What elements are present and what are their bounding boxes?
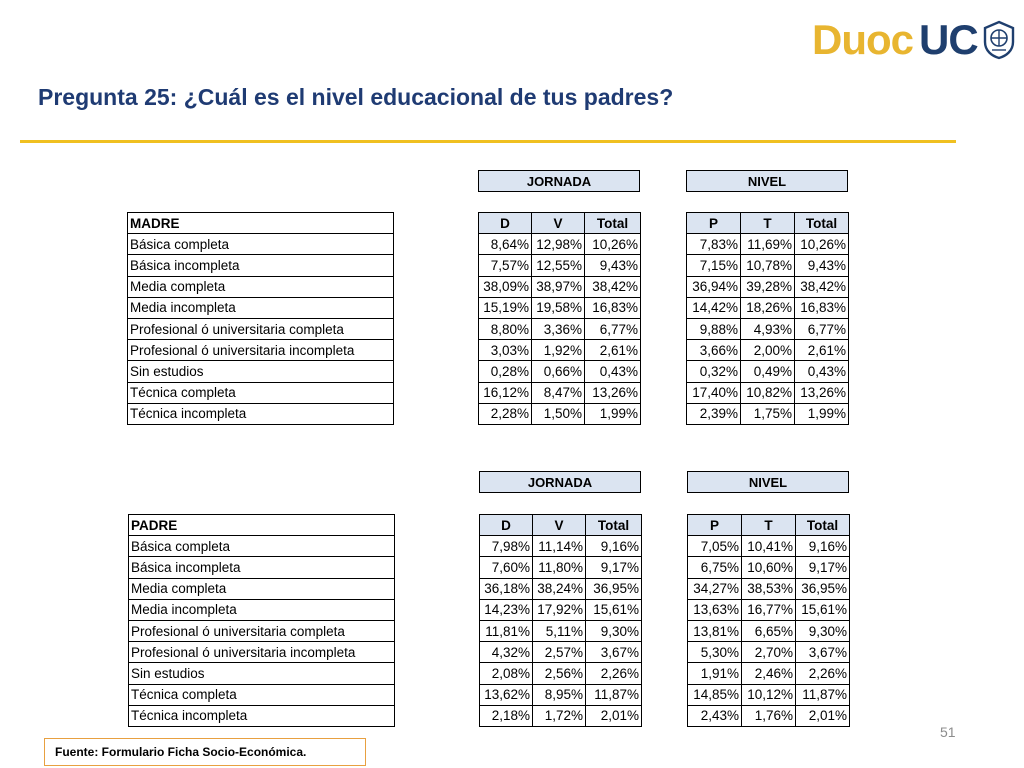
table-row [129,663,395,684]
percent-cell: 2,28% [479,403,532,424]
row-label: Técnica completa [129,684,395,705]
percent-cell: 36,95% [796,578,850,599]
table-row [480,578,642,599]
table-row [128,297,394,318]
table-row [128,340,394,361]
percent-cell: 10,60% [742,557,796,578]
percent-cell: 3,67% [796,642,850,663]
padre-label-table [128,514,395,727]
percent-cell: 12,55% [532,255,585,276]
percent-cell: 10,78% [741,255,795,276]
row-label: Media completa [128,276,394,297]
table-row [129,599,395,620]
table-row [128,255,394,276]
percent-cell: 5,30% [688,642,742,663]
padre-jornada-table [479,514,642,727]
col-header-p: P [688,515,742,536]
percent-cell: 8,47% [532,382,585,403]
percent-cell: 8,95% [533,684,586,705]
percent-cell: 0,43% [795,361,849,382]
table-row [687,234,849,255]
percent-cell: 11,87% [586,684,642,705]
percent-cell: 6,77% [795,318,849,339]
page-number: 51 [940,724,956,740]
title-divider [20,140,956,143]
percent-cell: 2,56% [533,663,586,684]
col-header-total: Total [585,213,641,234]
table-row [479,255,641,276]
table-row [128,276,394,297]
percent-cell: 1,91% [688,663,742,684]
row-label: Media incompleta [129,599,395,620]
madre-jornada-table [478,212,641,425]
table-row [128,318,394,339]
table-row [687,297,849,318]
percent-cell: 38,42% [795,276,849,297]
col-header-total: Total [795,213,849,234]
percent-cell: 7,05% [688,536,742,557]
percent-cell: 15,19% [479,297,532,318]
col-header-t: T [741,213,795,234]
table-row [688,599,850,620]
percent-cell: 38,97% [532,276,585,297]
table-row [688,536,850,557]
percent-cell: 10,26% [585,234,641,255]
page-title: Pregunta 25: ¿Cuál es el nivel educacional de tus padres? [38,84,674,110]
percent-cell: 13,26% [585,382,641,403]
padre-header: PADRE [129,515,395,536]
table-row [688,557,850,578]
percent-cell: 16,77% [742,599,796,620]
percent-cell: 10,12% [742,684,796,705]
percent-cell: 9,88% [687,318,741,339]
row-label: Media completa [129,578,395,599]
table-row [129,620,395,641]
col-header-v: V [533,515,586,536]
row-label: Profesional ó universitaria completa [129,620,395,641]
percent-cell: 7,15% [687,255,741,276]
table-row [687,361,849,382]
percent-cell: 2,01% [586,705,642,726]
percent-cell: 2,46% [742,663,796,684]
percent-cell: 39,28% [741,276,795,297]
percent-cell: 10,82% [741,382,795,403]
source-note: Fuente: Formulario Ficha Socio-Económica. [44,738,366,766]
row-label: Profesional ó universitaria incompleta [128,340,394,361]
percent-cell: 10,41% [742,536,796,557]
percent-cell: 17,40% [687,382,741,403]
percent-cell: 38,53% [742,578,796,599]
row-label: Media incompleta [128,297,394,318]
table-row [479,340,641,361]
percent-cell: 2,08% [480,663,533,684]
table-row [688,578,850,599]
table-row [129,684,395,705]
percent-cell: 36,94% [687,276,741,297]
table-row [479,382,641,403]
padre-jornada-group-header: JORNADA [479,471,641,493]
col-header-v: V [532,213,585,234]
table-row [129,578,395,599]
table-row [479,361,641,382]
percent-cell: 18,26% [741,297,795,318]
percent-cell: 8,80% [479,318,532,339]
col-header-total: Total [796,515,850,536]
percent-cell: 0,49% [741,361,795,382]
percent-cell: 9,16% [586,536,642,557]
percent-cell: 3,03% [479,340,532,361]
percent-cell: 6,65% [742,620,796,641]
table-row [687,276,849,297]
percent-cell: 38,24% [533,578,586,599]
percent-cell: 9,17% [586,557,642,578]
percent-cell: 6,75% [688,557,742,578]
table-row [129,536,395,557]
percent-cell: 14,85% [688,684,742,705]
percent-cell: 4,32% [480,642,533,663]
percent-cell: 11,14% [533,536,586,557]
table-row [129,557,395,578]
table-row [687,382,849,403]
percent-cell: 0,28% [479,361,532,382]
row-label: Técnica incompleta [129,705,395,726]
logo-duoc-text: Duoc [812,16,913,63]
row-label: Técnica incompleta [128,403,394,424]
percent-cell: 13,26% [795,382,849,403]
percent-cell: 10,26% [795,234,849,255]
percent-cell: 13,63% [688,599,742,620]
col-header-d: D [480,515,533,536]
row-label: Básica incompleta [129,557,395,578]
table-row [480,663,642,684]
percent-cell: 1,50% [532,403,585,424]
madre-jornada-group-header: JORNADA [478,170,640,192]
col-header-total: Total [586,515,642,536]
table-row [480,557,642,578]
percent-cell: 2,57% [533,642,586,663]
percent-cell: 2,26% [586,663,642,684]
percent-cell: 0,66% [532,361,585,382]
duoc-uc-logo [812,14,1016,66]
col-header-d: D [479,213,532,234]
percent-cell: 9,17% [796,557,850,578]
table-row [480,642,642,663]
percent-cell: 16,83% [585,297,641,318]
percent-cell: 9,43% [795,255,849,276]
percent-cell: 1,92% [532,340,585,361]
padre-nivel-table [687,514,850,727]
table-row [480,536,642,557]
percent-cell: 36,95% [586,578,642,599]
percent-cell: 1,99% [795,403,849,424]
row-label: Profesional ó universitaria completa [128,318,394,339]
percent-cell: 1,76% [742,705,796,726]
percent-cell: 38,42% [585,276,641,297]
col-header-t: T [742,515,796,536]
row-label: Básica incompleta [128,255,394,276]
percent-cell: 2,61% [585,340,641,361]
table-row [688,663,850,684]
madre-header: MADRE [128,213,394,234]
percent-cell: 4,93% [741,318,795,339]
percent-cell: 11,80% [533,557,586,578]
percent-cell: 15,61% [796,599,850,620]
table-row [687,403,849,424]
col-header-p: P [687,213,741,234]
row-label: Técnica completa [128,382,394,403]
percent-cell: 9,30% [796,620,850,641]
percent-cell: 7,98% [480,536,533,557]
table-row [688,705,850,726]
percent-cell: 11,87% [796,684,850,705]
percent-cell: 2,43% [688,705,742,726]
madre-nivel-table [686,212,849,425]
percent-cell: 12,98% [532,234,585,255]
percent-cell: 19,58% [532,297,585,318]
table-row [479,234,641,255]
table-row [129,642,395,663]
table-row [128,361,394,382]
percent-cell: 13,62% [480,684,533,705]
percent-cell: 2,01% [796,705,850,726]
percent-cell: 2,70% [742,642,796,663]
percent-cell: 3,66% [687,340,741,361]
percent-cell: 15,61% [586,599,642,620]
percent-cell: 11,81% [480,620,533,641]
table-row [688,642,850,663]
percent-cell: 0,43% [585,361,641,382]
percent-cell: 34,27% [688,578,742,599]
table-row [128,234,394,255]
table-row [479,318,641,339]
percent-cell: 7,83% [687,234,741,255]
percent-cell: 2,18% [480,705,533,726]
table-row [687,318,849,339]
percent-cell: 2,61% [795,340,849,361]
table-row [128,382,394,403]
percent-cell: 14,42% [687,297,741,318]
table-row [128,403,394,424]
table-row [479,297,641,318]
percent-cell: 9,43% [585,255,641,276]
percent-cell: 9,30% [586,620,642,641]
percent-cell: 9,16% [796,536,850,557]
madre-nivel-group-header: NIVEL [686,170,848,192]
percent-cell: 36,18% [480,578,533,599]
percent-cell: 1,75% [741,403,795,424]
percent-cell: 3,36% [532,318,585,339]
percent-cell: 3,67% [586,642,642,663]
percent-cell: 16,83% [795,297,849,318]
percent-cell: 7,60% [480,557,533,578]
row-label: Sin estudios [129,663,395,684]
table-row [480,684,642,705]
percent-cell: 38,09% [479,276,532,297]
table-row [479,403,641,424]
percent-cell: 13,81% [688,620,742,641]
table-row [688,620,850,641]
padre-nivel-group-header: NIVEL [687,471,849,493]
uc-seal-icon [982,20,1016,60]
percent-cell: 0,32% [687,361,741,382]
table-row [688,684,850,705]
percent-cell: 1,72% [533,705,586,726]
percent-cell: 2,39% [687,403,741,424]
table-row [129,705,395,726]
table-row [480,599,642,620]
row-label: Básica completa [128,234,394,255]
percent-cell: 5,11% [533,620,586,641]
logo-uc-text: UC [919,16,978,63]
percent-cell: 2,00% [741,340,795,361]
row-label: Básica completa [129,536,395,557]
percent-cell: 7,57% [479,255,532,276]
percent-cell: 8,64% [479,234,532,255]
table-row [687,340,849,361]
table-row [480,705,642,726]
percent-cell: 16,12% [479,382,532,403]
table-row [687,255,849,276]
madre-label-table [127,212,394,425]
percent-cell: 14,23% [480,599,533,620]
row-label: Sin estudios [128,361,394,382]
percent-cell: 2,26% [796,663,850,684]
row-label: Profesional ó universitaria incompleta [129,642,395,663]
percent-cell: 6,77% [585,318,641,339]
percent-cell: 11,69% [741,234,795,255]
table-row [479,276,641,297]
percent-cell: 1,99% [585,403,641,424]
percent-cell: 17,92% [533,599,586,620]
table-row [480,620,642,641]
